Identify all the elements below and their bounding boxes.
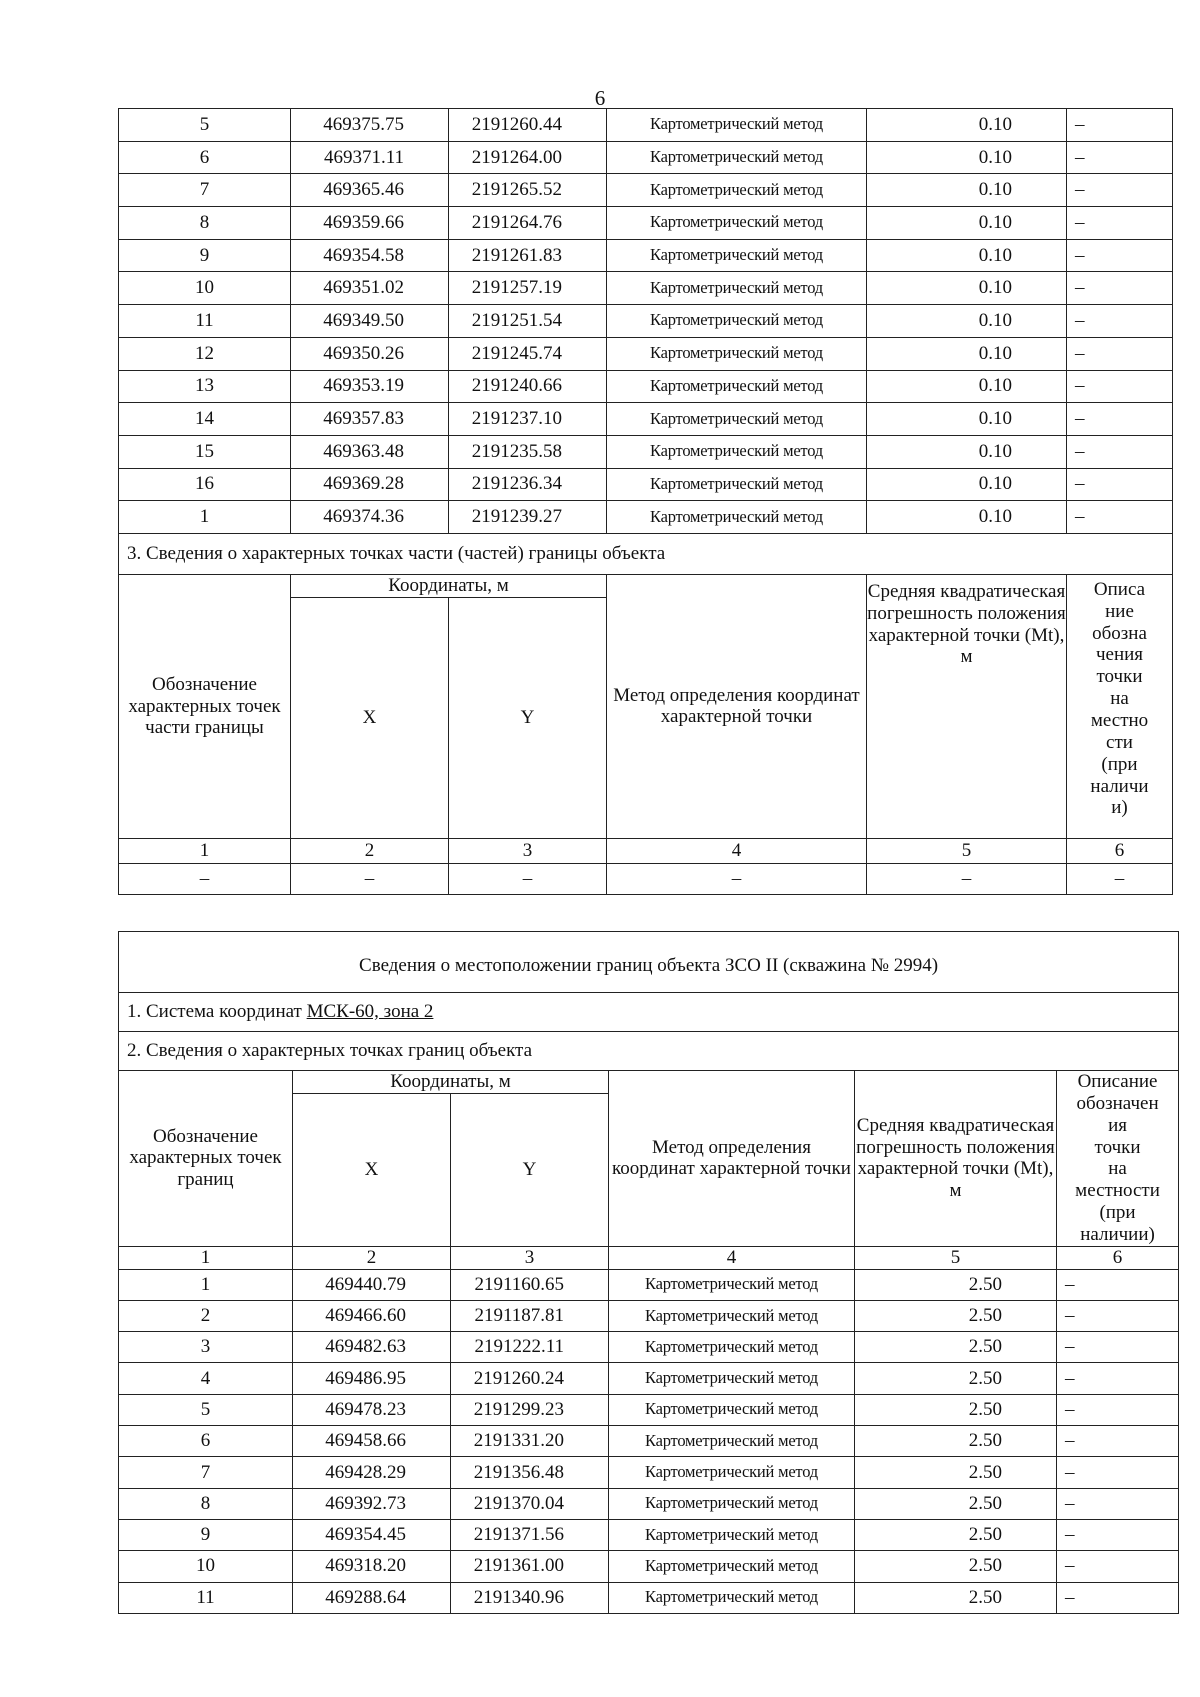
- description-cell: –: [1057, 1582, 1179, 1613]
- table-row: [119, 468, 1173, 501]
- coord-x-cell: 469354.45: [293, 1519, 451, 1550]
- mean-error-cell: 0.10: [867, 305, 1067, 338]
- coord-y-cell: 2191222.11: [451, 1332, 609, 1363]
- header-error: Средняя квадратическая погрешность положения характерной точки (Mt), м: [855, 1071, 1057, 1247]
- point-number-cell: 6: [119, 141, 291, 174]
- mean-error-cell: 2.50: [855, 1394, 1057, 1425]
- zso-header-section: [119, 932, 1179, 1270]
- table-row: [119, 403, 1173, 436]
- boundary-points-table-continued: [118, 108, 1173, 895]
- column-number-5: 5: [855, 1246, 1057, 1269]
- description-cell: –: [1067, 370, 1173, 403]
- column-number-3: 3: [449, 838, 607, 863]
- table-row: [119, 305, 1173, 338]
- point-number-cell: 8: [119, 1488, 293, 1519]
- point-number-cell: 3: [119, 1332, 293, 1363]
- point-number-cell: 1: [119, 501, 291, 534]
- table-row: [119, 141, 1173, 174]
- coord-x-cell: 469466.60: [293, 1300, 451, 1331]
- description-cell: –: [1057, 1426, 1179, 1457]
- point-number-cell: 5: [119, 1394, 293, 1425]
- point-number-cell: 4: [119, 1363, 293, 1394]
- coord-y-cell: 2191245.74: [449, 337, 607, 370]
- table-row: [119, 174, 1173, 207]
- method-cell: Картометрический метод: [609, 1426, 855, 1457]
- coord-y-cell: 2191260.24: [451, 1363, 609, 1394]
- description-cell: –: [1067, 207, 1173, 240]
- column-number-4: 4: [607, 838, 867, 863]
- coord-x-cell: 469359.66: [291, 207, 449, 240]
- header-x: X: [291, 597, 449, 838]
- mean-error-cell: 0.10: [867, 272, 1067, 305]
- coord-x-cell: 469440.79: [293, 1269, 451, 1300]
- mean-error-cell: 2.50: [855, 1551, 1057, 1582]
- header-coordinates: Координаты, м: [293, 1071, 609, 1094]
- page-number: 6: [594, 86, 606, 110]
- empty-cell-5: –: [867, 863, 1067, 894]
- description-cell: –: [1067, 468, 1173, 501]
- table-row: [119, 1363, 1179, 1394]
- coord-x-cell: 469482.63: [293, 1332, 451, 1363]
- coord-x-cell: 469350.26: [291, 337, 449, 370]
- mean-error-cell: 0.10: [867, 403, 1067, 436]
- point-number-cell: 12: [119, 337, 291, 370]
- method-cell: Картометрический метод: [609, 1457, 855, 1488]
- coord-y-cell: 2191361.00: [451, 1551, 609, 1582]
- table-row: [119, 239, 1173, 272]
- header-y: Y: [449, 597, 607, 838]
- description-cell: –: [1057, 1363, 1179, 1394]
- table-row: [119, 1551, 1179, 1582]
- coord-y-cell: 2191235.58: [449, 435, 607, 468]
- point-number-cell: 11: [119, 305, 291, 338]
- coord-y-cell: 2191370.04: [451, 1488, 609, 1519]
- zso-boundary-table: [118, 931, 1179, 1614]
- header-designation: Обозначение характерных точек границ: [119, 1071, 293, 1247]
- point-number-cell: 11: [119, 1582, 293, 1613]
- zso-boundary-table-body: [119, 1269, 1179, 1613]
- coord-y-cell: 2191265.52: [449, 174, 607, 207]
- table-row: [119, 1269, 1179, 1300]
- coord-x-cell: 469458.66: [293, 1426, 451, 1457]
- description-cell: –: [1057, 1300, 1179, 1331]
- table-row: [119, 207, 1173, 240]
- header-method: Метод определения координат характерной точки: [609, 1071, 855, 1247]
- mean-error-cell: 0.10: [867, 468, 1067, 501]
- mean-error-cell: 0.10: [867, 174, 1067, 207]
- coordinate-system-label: 1. Система координат: [127, 1001, 307, 1023]
- method-cell: Картометрический метод: [607, 141, 867, 174]
- description-cell: –: [1057, 1488, 1179, 1519]
- table-row: [119, 1332, 1179, 1363]
- mean-error-cell: 2.50: [855, 1488, 1057, 1519]
- header-error: Средняя квадратическая погрешность положения характерной точки (Mt), м: [867, 574, 1067, 838]
- coord-y-cell: 2191257.19: [449, 272, 607, 305]
- column-number-6: 6: [1057, 1246, 1179, 1269]
- method-cell: Картометрический метод: [609, 1519, 855, 1550]
- coord-x-cell: 469349.50: [291, 305, 449, 338]
- coord-x-cell: 469351.02: [291, 272, 449, 305]
- coordinate-system-line: [119, 993, 1179, 1032]
- mean-error-cell: 2.50: [855, 1363, 1057, 1394]
- point-number-cell: 6: [119, 1426, 293, 1457]
- table-row: [119, 1488, 1179, 1519]
- description-cell: –: [1067, 337, 1173, 370]
- description-cell: –: [1057, 1269, 1179, 1300]
- description-cell: –: [1067, 239, 1173, 272]
- coord-y-cell: 2191356.48: [451, 1457, 609, 1488]
- method-cell: Картометрический метод: [609, 1332, 855, 1363]
- coord-x-cell: 469371.11: [291, 141, 449, 174]
- point-number-cell: 8: [119, 207, 291, 240]
- header-designation: Обозначение характерных точек части границы: [119, 574, 291, 838]
- method-cell: Картометрический метод: [607, 435, 867, 468]
- method-cell: Картометрический метод: [609, 1269, 855, 1300]
- coordinate-system-value: МСК-60, зона 2: [306, 1001, 434, 1023]
- point-number-cell: 1: [119, 1269, 293, 1300]
- method-cell: Картометрический метод: [607, 272, 867, 305]
- point-number-cell: 5: [119, 109, 291, 142]
- section3-title: 3. Сведения о характерных точках части (частей) границы объекта: [119, 533, 1173, 574]
- coord-y-cell: 2191236.34: [449, 468, 607, 501]
- coord-y-cell: 2191261.83: [449, 239, 607, 272]
- description-cell: –: [1067, 109, 1173, 142]
- table-row: [119, 272, 1173, 305]
- empty-cell-3: –: [449, 863, 607, 894]
- point-number-cell: 7: [119, 174, 291, 207]
- coord-x-cell: 469428.29: [293, 1457, 451, 1488]
- coord-y-cell: 2191260.44: [449, 109, 607, 142]
- mean-error-cell: 0.10: [867, 141, 1067, 174]
- coord-x-cell: 469354.58: [291, 239, 449, 272]
- part-points-section: [119, 533, 1173, 894]
- method-cell: Картометрический метод: [607, 468, 867, 501]
- description-cell: –: [1057, 1457, 1179, 1488]
- coord-x-cell: 469375.75: [291, 109, 449, 142]
- column-number-5: 5: [867, 838, 1067, 863]
- coord-x-cell: 469486.95: [293, 1363, 451, 1394]
- point-number-cell: 9: [119, 239, 291, 272]
- coord-y-cell: 2191371.56: [451, 1519, 609, 1550]
- mean-error-cell: 2.50: [855, 1269, 1057, 1300]
- mean-error-cell: 0.10: [867, 239, 1067, 272]
- empty-cell-2: –: [291, 863, 449, 894]
- description-cell: –: [1067, 141, 1173, 174]
- table-row: [119, 1426, 1179, 1457]
- mean-error-cell: 0.10: [867, 435, 1067, 468]
- column-number-2: 2: [293, 1246, 451, 1269]
- coord-y-cell: 2191240.66: [449, 370, 607, 403]
- coord-y-cell: 2191299.23: [451, 1394, 609, 1425]
- method-cell: Картометрический метод: [607, 305, 867, 338]
- mean-error-cell: 0.10: [867, 207, 1067, 240]
- method-cell: Картометрический метод: [607, 501, 867, 534]
- mean-error-cell: 0.10: [867, 501, 1067, 534]
- method-cell: Картометрический метод: [607, 403, 867, 436]
- header-description: Описа ние обозна чения точки на местно сти (при наличи и): [1067, 574, 1173, 838]
- coord-x-cell: 469392.73: [293, 1488, 451, 1519]
- method-cell: Картометрический метод: [607, 239, 867, 272]
- mean-error-cell: 2.50: [855, 1519, 1057, 1550]
- point-number-cell: 16: [119, 468, 291, 501]
- mean-error-cell: 2.50: [855, 1332, 1057, 1363]
- mean-error-cell: 2.50: [855, 1582, 1057, 1613]
- description-cell: –: [1067, 435, 1173, 468]
- point-number-cell: 7: [119, 1457, 293, 1488]
- column-number-1: 1: [119, 1246, 293, 1269]
- coord-y-cell: 2191187.81: [451, 1300, 609, 1331]
- empty-cell-6: –: [1067, 863, 1173, 894]
- description-cell: –: [1057, 1394, 1179, 1425]
- coord-x-cell: 469353.19: [291, 370, 449, 403]
- header-description: Описание обозначен ия точки на местности (при наличии): [1057, 1071, 1179, 1247]
- header-method: Метод определения координат характерной точки: [607, 574, 867, 838]
- description-cell: –: [1067, 272, 1173, 305]
- empty-row: [119, 863, 1173, 894]
- point-number-cell: 15: [119, 435, 291, 468]
- header-x: X: [293, 1094, 451, 1247]
- column-number-2: 2: [291, 838, 449, 863]
- mean-error-cell: 2.50: [855, 1457, 1057, 1488]
- coord-x-cell: 469374.36: [291, 501, 449, 534]
- empty-cell-4: –: [607, 863, 867, 894]
- coord-x-cell: 469363.48: [291, 435, 449, 468]
- column-numbers-row: [119, 838, 1173, 863]
- coord-y-cell: 2191251.54: [449, 305, 607, 338]
- coord-y-cell: 2191239.27: [449, 501, 607, 534]
- point-number-cell: 9: [119, 1519, 293, 1550]
- description-cell: –: [1057, 1551, 1179, 1582]
- method-cell: Картометрический метод: [609, 1363, 855, 1394]
- description-cell: –: [1057, 1519, 1179, 1550]
- table-row: [119, 1582, 1179, 1613]
- description-cell: –: [1067, 174, 1173, 207]
- mean-error-cell: 0.10: [867, 337, 1067, 370]
- empty-cell-1: –: [119, 863, 291, 894]
- description-cell: –: [1067, 501, 1173, 534]
- point-number-cell: 13: [119, 370, 291, 403]
- method-cell: Картометрический метод: [609, 1582, 855, 1613]
- coord-y-cell: 2191331.20: [451, 1426, 609, 1457]
- coord-y-cell: 2191160.65: [451, 1269, 609, 1300]
- method-cell: Картометрический метод: [609, 1488, 855, 1519]
- table-row: [119, 337, 1173, 370]
- table-row: [119, 370, 1173, 403]
- mean-error-cell: 2.50: [855, 1300, 1057, 1331]
- coord-y-cell: 2191264.00: [449, 141, 607, 174]
- section2-title: 2. Сведения о характерных точках границ объекта: [119, 1032, 1179, 1071]
- method-cell: Картометрический метод: [607, 337, 867, 370]
- coord-y-cell: 2191340.96: [451, 1582, 609, 1613]
- method-cell: Картометрический метод: [609, 1300, 855, 1331]
- column-numbers-row: [119, 1246, 1179, 1269]
- coord-x-cell: 469478.23: [293, 1394, 451, 1425]
- table-row: [119, 435, 1173, 468]
- point-number-cell: 10: [119, 272, 291, 305]
- coord-x-cell: 469357.83: [291, 403, 449, 436]
- point-number-cell: 10: [119, 1551, 293, 1582]
- column-number-1: 1: [119, 838, 291, 863]
- method-cell: Картометрический метод: [607, 207, 867, 240]
- table-row: [119, 1457, 1179, 1488]
- boundary-points-table-body: [119, 109, 1173, 534]
- method-cell: Картометрический метод: [607, 370, 867, 403]
- table-row: [119, 1394, 1179, 1425]
- column-number-3: 3: [451, 1246, 609, 1269]
- mean-error-cell: 0.10: [867, 370, 1067, 403]
- mean-error-cell: 0.10: [867, 109, 1067, 142]
- method-cell: Картометрический метод: [609, 1551, 855, 1582]
- coord-y-cell: 2191264.76: [449, 207, 607, 240]
- header-coordinates: Координаты, м: [291, 574, 607, 597]
- mean-error-cell: 2.50: [855, 1426, 1057, 1457]
- coord-x-cell: 469318.20: [293, 1551, 451, 1582]
- method-cell: Картометрический метод: [607, 174, 867, 207]
- description-cell: –: [1067, 403, 1173, 436]
- table-row: [119, 1300, 1179, 1331]
- table-row: [119, 1519, 1179, 1550]
- coord-x-cell: 469288.64: [293, 1582, 451, 1613]
- table-row: [119, 109, 1173, 142]
- description-cell: –: [1057, 1332, 1179, 1363]
- method-cell: Картометрический метод: [607, 109, 867, 142]
- column-number-6: 6: [1067, 838, 1173, 863]
- column-number-4: 4: [609, 1246, 855, 1269]
- table-row: [119, 501, 1173, 534]
- description-cell: –: [1067, 305, 1173, 338]
- coord-x-cell: 469369.28: [291, 468, 449, 501]
- point-number-cell: 14: [119, 403, 291, 436]
- coord-x-cell: 469365.46: [291, 174, 449, 207]
- method-cell: Картометрический метод: [609, 1394, 855, 1425]
- point-number-cell: 2: [119, 1300, 293, 1331]
- header-y: Y: [451, 1094, 609, 1247]
- coord-y-cell: 2191237.10: [449, 403, 607, 436]
- zso-title: Сведения о местоположении границ объекта ЗСО II (скважина № 2994): [119, 932, 1179, 993]
